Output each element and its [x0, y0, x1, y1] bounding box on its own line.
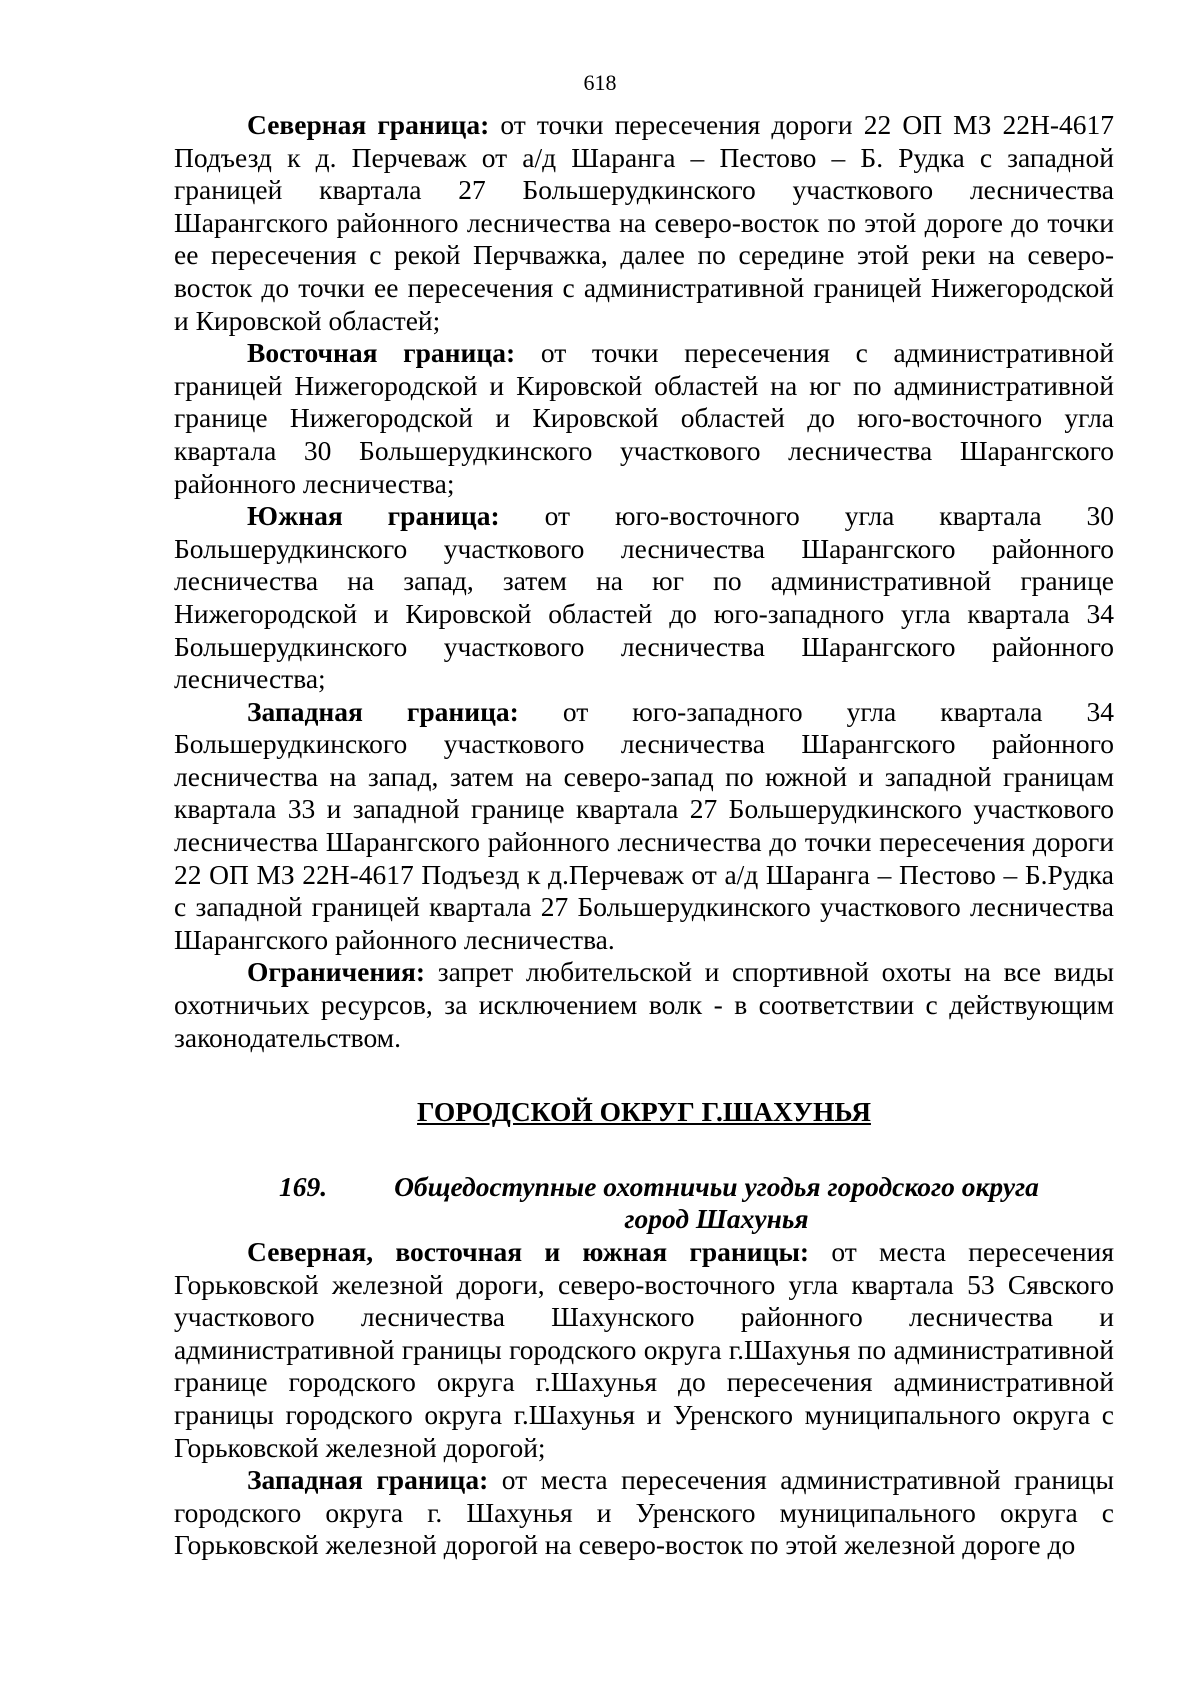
paragraph-western-border-2: [174, 1464, 1114, 1562]
paragraph-text: от места пересечения административной границы городского округа г. Шахунья и Уренского муниципального округа с Горьковской железной дорогой на северо-восток по этой железной дороге до: [174, 1464, 1114, 1561]
document-body: [174, 109, 1114, 1562]
paragraph-restrictions: [174, 956, 1114, 1054]
paragraph-southern-border: [174, 500, 1114, 696]
paragraph-label: Западная граница:: [247, 1464, 489, 1496]
paragraph-text: от места пересечения Горьковской железной дороги, северо-восточного угла квартала 53 Сявского участкового лесничества Шахунского районного лесничества и административной границы городского округа г.Шахунья по административной границе городского округа г.Шахунья до пересечения административной границы городского округа г.Шахунья и Уренского муниципального округа с Горьковской железной дорогой;: [174, 1236, 1114, 1463]
paragraph-text: от точки пересечения с административной границей Нижегородской и Кировской областей на юг по административной границе Нижегородской и Кировской областей до юго-восточного угла квартала 30 Большерудкинского участкового лесничества Шарангского районного лесничества;: [174, 337, 1114, 499]
paragraph-northern-border: [174, 109, 1114, 337]
paragraph-label: Восточная граница:: [247, 337, 516, 369]
paragraph-text: запрет любительской и спортивной охоты на все виды охотничьих ресурсов, за исключением волк - в соответствии с действующим законодательством.: [174, 956, 1114, 1053]
section-title: [174, 1171, 1114, 1236]
paragraph-text: от юго-западного угла квартала 34 Большерудкинского участкового лесничества Шарангского районного лесничества на запад, затем на северо-запад по южной и западной границам квартала 33 и западной границе квартала 27 Большерудкинского участкового лесничества Шарангского районного лесничества до точки пересечения дороги 22 ОП МЗ 22Н-4617 Подъезд к д.Перчеваж от а/д Шаранга – Пестово – Б.Рудка с западной границей квартала 27 Большерудкинского участкового лесничества Шарангского районного лесничества.: [174, 695, 1114, 955]
paragraph-western-border: [174, 696, 1114, 957]
paragraph-label: Северная граница:: [247, 109, 490, 140]
paragraph-label: Северная, восточная и южная границы:: [247, 1236, 810, 1267]
page-number: 618: [583, 70, 617, 95]
paragraph-label: Ограничения:: [247, 956, 426, 988]
paragraph-north-east-south-border: [174, 1236, 1114, 1464]
paragraph-eastern-border: [174, 337, 1114, 500]
paragraph-label: Южная граница:: [247, 500, 500, 532]
district-heading: ГОРОДСКОЙ ОКРУГ Г.ШАХУНЬЯ: [417, 1096, 871, 1128]
paragraph-text: от юго-восточного угла квартала 30 Большерудкинского участкового лесничества Шарангского районного лесничества на запад, затем на юг по административной границе Нижегородской и Кировской областей до юго-западного угла квартала 34 Большерудкинского участкового лесничества Шарангского районного лесничества;: [174, 500, 1114, 695]
paragraph-label: Западная граница:: [247, 695, 519, 727]
section-number: 169.: [279, 1170, 328, 1202]
section-title-text: Общедоступные охотничьи угодья городского округа город Шахунья: [394, 1170, 1039, 1235]
paragraph-text: от точки пересечения дороги 22 ОП МЗ 22Н-4617 Подъезд к д. Перчеваж от а/д Шаранга – Пестово – Б. Рудка с западной границей квартала 27 Большерудкинского участкового лесничества Шарангского районного лесничества на северо-восток по этой дороге до точки ее пересечения с рекой Перчважка, далее по середине этой реки на северо-восток до точки ее пересечения с административной границей Нижегородской и Кировской областей;: [174, 109, 1114, 336]
